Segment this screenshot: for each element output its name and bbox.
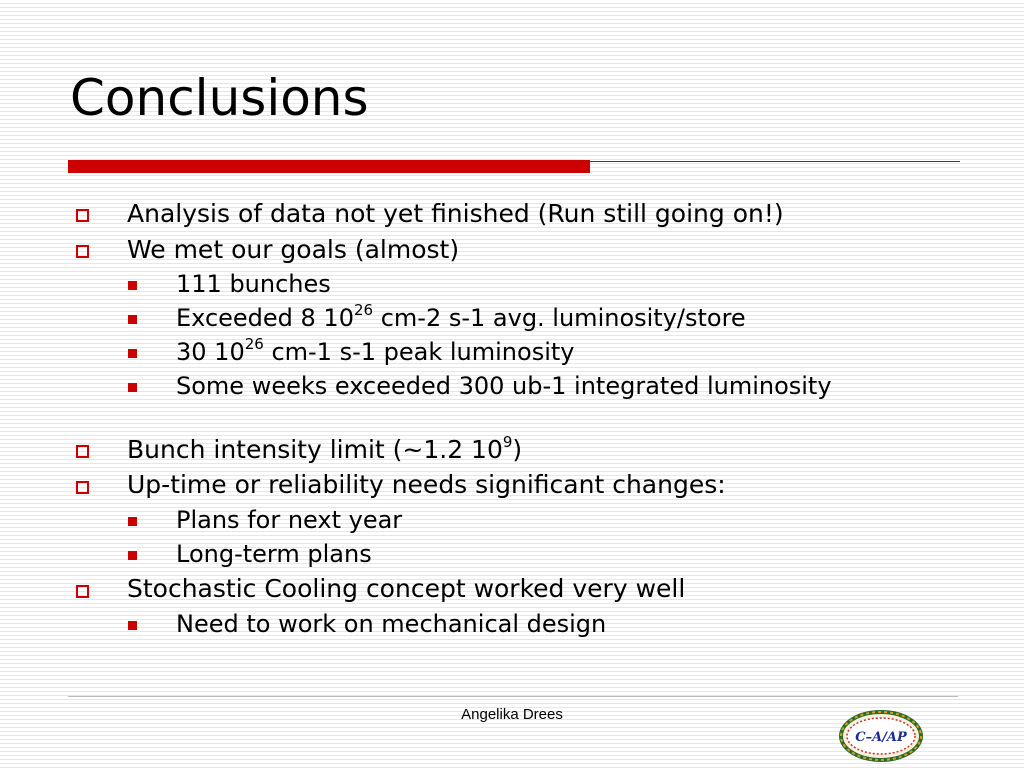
solid-square-bullet-icon bbox=[128, 517, 137, 526]
sub-bullet-item: 30 $10^{26}$ cm-1 s-1 peak luminosity bbox=[176, 335, 575, 366]
solid-square-bullet-icon bbox=[128, 281, 137, 290]
slide-title: Conclusions bbox=[70, 69, 369, 127]
solid-square-bullet-icon bbox=[128, 383, 137, 392]
hollow-square-bullet-icon bbox=[76, 209, 89, 222]
logo-text: C–A/AP bbox=[855, 730, 907, 745]
footer-author: Angelika Drees bbox=[461, 706, 563, 723]
hollow-square-bullet-icon bbox=[76, 445, 89, 458]
sub-bullet-item: Long-term plans bbox=[176, 540, 372, 568]
footer-divider bbox=[68, 696, 958, 697]
solid-square-bullet-icon bbox=[128, 621, 137, 630]
bullet-item: Bunch intensity limit (~1.2 $10^9$) bbox=[127, 432, 523, 464]
solid-square-bullet-icon bbox=[128, 551, 137, 560]
bullet-item: Up-time or reliability needs significant changes: bbox=[127, 470, 726, 499]
accelerator-ring-logo-icon bbox=[836, 707, 926, 765]
sub-bullet-item: 111 bunches bbox=[176, 270, 331, 298]
cad-logo bbox=[836, 707, 926, 765]
hollow-square-bullet-icon bbox=[76, 585, 89, 598]
hollow-square-bullet-icon bbox=[76, 245, 89, 258]
bullet-item: Stochastic Cooling concept worked very well bbox=[127, 574, 686, 603]
hollow-square-bullet-icon bbox=[76, 481, 89, 494]
bullet-item: We met our goals (almost) bbox=[127, 235, 460, 264]
bullet-item: Analysis of data not yet finished (Run still going on!) bbox=[127, 199, 784, 228]
sub-bullet-item: Some weeks exceeded 300 ub-1 integrated luminosity bbox=[176, 372, 832, 400]
solid-square-bullet-icon bbox=[128, 315, 137, 324]
sub-bullet-item: Plans for next year bbox=[176, 506, 403, 534]
solid-square-bullet-icon bbox=[128, 349, 137, 358]
sub-bullet-item: Exceeded 8 $10^{26}$ cm-2 s-1 avg. luminosity/store bbox=[176, 301, 746, 332]
sub-bullet-item: Need to work on mechanical design bbox=[176, 610, 607, 638]
